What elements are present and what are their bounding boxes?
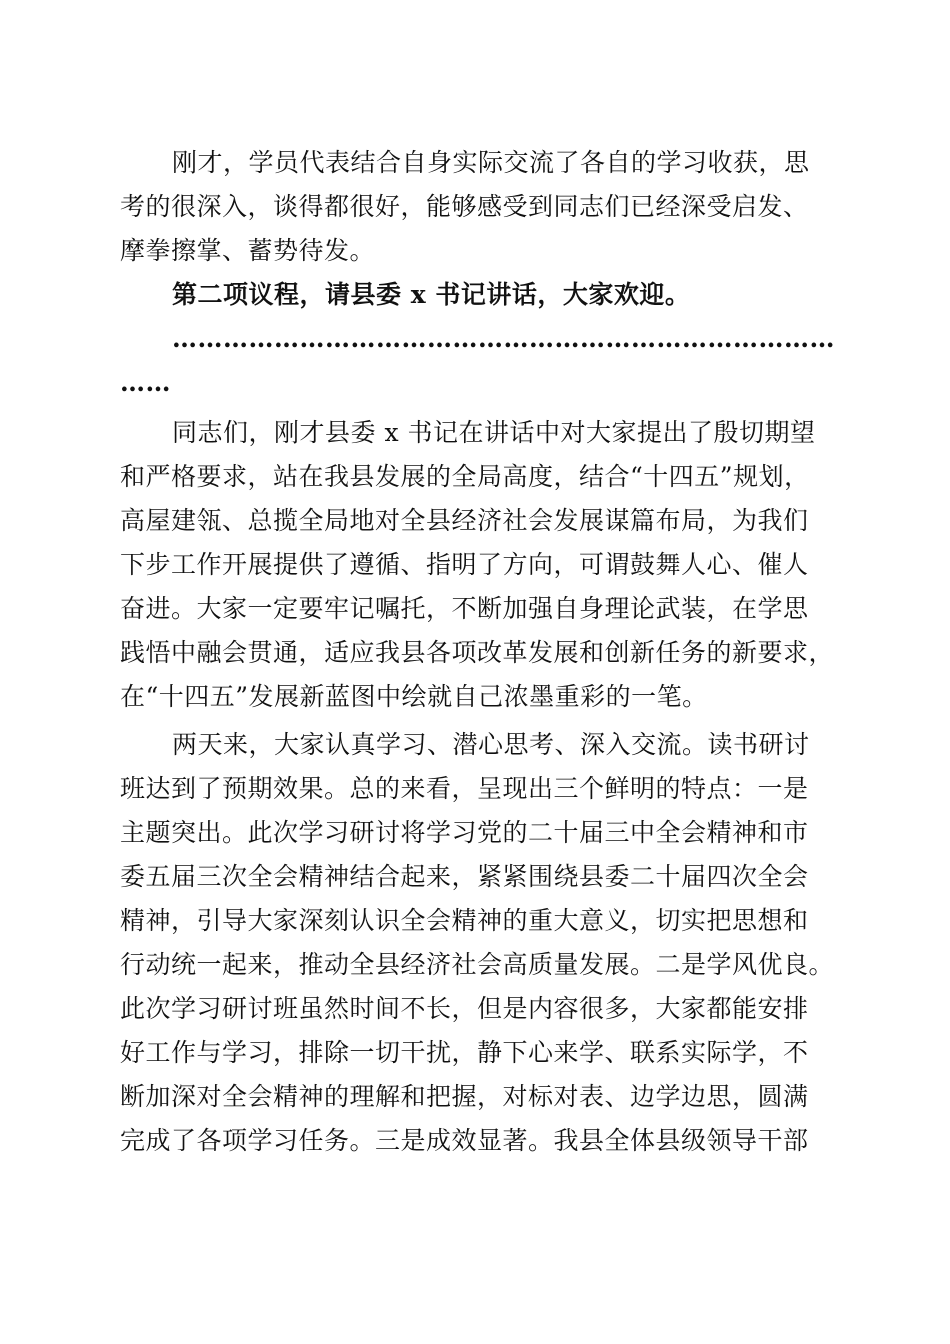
paragraph-2-line-5: 奋进。大家一定要牢记嘱托，不断加强自身理论武装，在学思 [120, 594, 809, 623]
paragraph-3-line-3: 主题突出。此次学习研讨将学习党的二十届三中全会精神和市 [120, 818, 809, 847]
paragraph-2-line-7: 在“十四五”发展新蓝图中绘就自己浓墨重彩的一笔。 [120, 682, 708, 711]
paragraph-1-line-1: 刚才，学员代表结合自身实际交流了各自的学习收获，思 [172, 148, 810, 177]
ellipsis-short: …… [120, 368, 171, 397]
paragraph-3-line-1: 两天来，大家认真学习、潜心思考、深入交流。读书研讨 [172, 730, 810, 759]
paragraph-3-line-10: 完成了各项学习任务。三是成效显著。我县全体县级领导干部 [120, 1126, 809, 1155]
paragraph-2-line-6: 践悟中融会贯通，适应我县各项改革发展和创新任务的新要求， [120, 638, 835, 667]
paragraph-3-line-8: 好工作与学习，排除一切干扰，静下心来学、联系实际学，不 [120, 1038, 809, 1067]
paragraph-2-line-1: 同志们，刚才县委 x 书记在讲话中对大家提出了殷切期望 [172, 418, 816, 447]
paragraph-1-line-3: 摩拳擦掌、蓄势待发。 [120, 236, 376, 265]
paragraph-3-line-5: 精神，引导大家深刻认识全会精神的重大意义，切实把思想和 [120, 906, 809, 935]
agenda-item-text: 第二项议程，请县委 x 书记讲话，大家欢迎。 [172, 280, 691, 309]
paragraph-3-line-7: 此次学习研讨班虽然时间不长，但是内容很多，大家都能安排 [120, 994, 809, 1023]
paragraph-2-line-4: 下步工作开展提供了遵循、指明了方向，可谓鼓舞人心、催人 [120, 550, 809, 579]
paragraph-2-line-2: 和严格要求，站在我县发展的全局高度，结合“十四五”规划， [120, 462, 810, 491]
ellipsis-long: …………………………………………………………………… [172, 324, 835, 353]
paragraph-1-line-2: 考的很深入，谈得都很好，能够感受到同志们已经深受启发、 [120, 192, 809, 221]
paragraph-3-line-4: 委五届三次全会精神结合起来，紧紧围绕县委二十届四次全会 [120, 862, 809, 891]
paragraph-3-line-2: 班达到了预期效果。总的来看，呈现出三个鲜明的特点：一是 [120, 774, 809, 803]
paragraph-2-line-3: 高屋建瓴、总揽全局地对全县经济社会发展谋篇布局，为我们 [120, 506, 809, 535]
paragraph-3-line-9: 断加深对全会精神的理解和把握，对标对表、边学边思，圆满 [120, 1082, 809, 1111]
paragraph-3-line-6: 行动统一起来，推动全县经济社会高质量发展。二是学风优良。 [120, 950, 835, 979]
